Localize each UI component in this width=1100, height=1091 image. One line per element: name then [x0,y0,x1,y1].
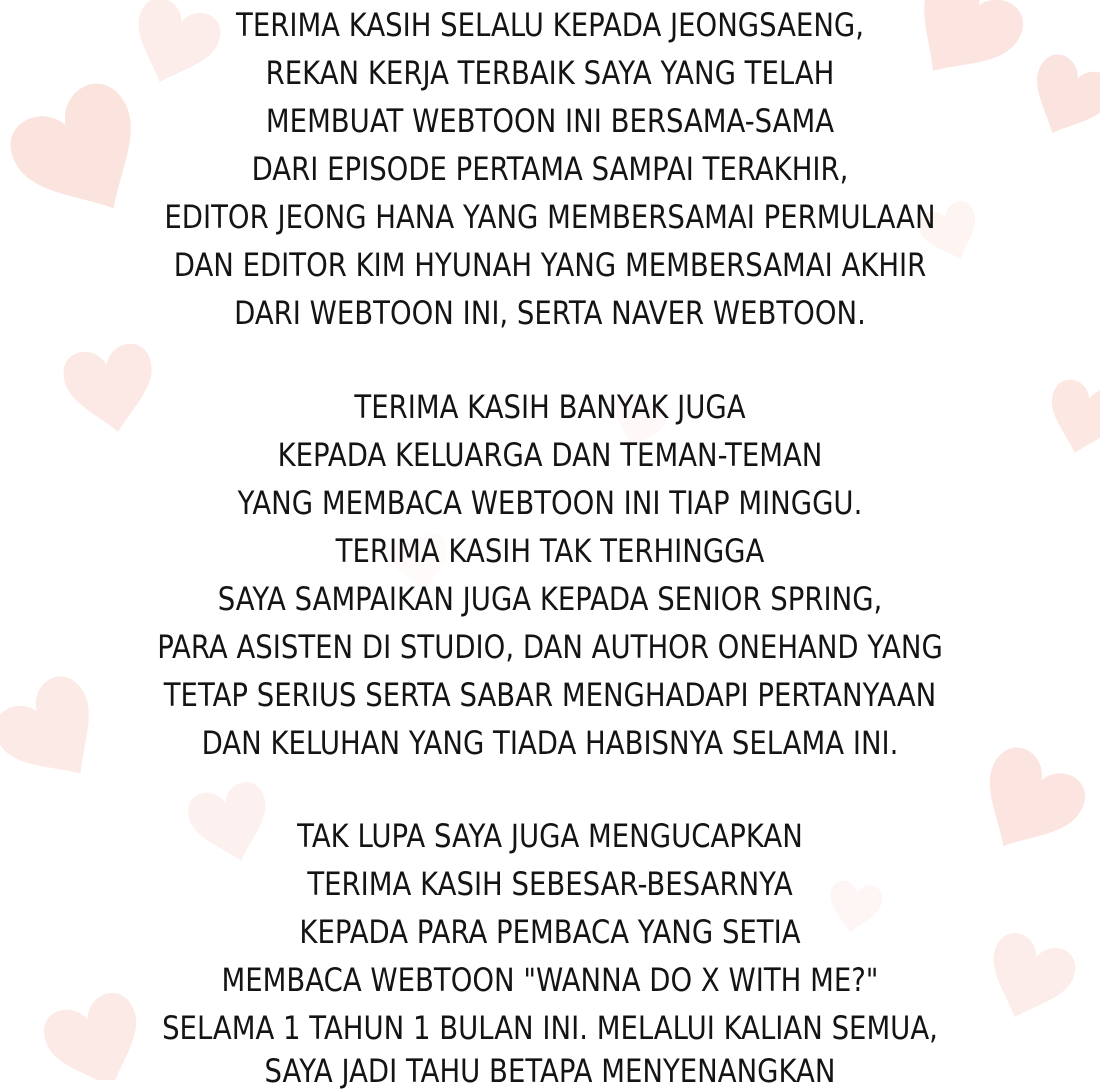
message-line: EDITOR JEONG HANA YANG MEMBERSAMAI PERMULAAN [164,198,936,236]
message-line: PARA ASISTEN DI STUDIO, DAN AUTHOR ONEHAND YANG [157,628,943,666]
message-line: TERIMA KASIH BANYAK JUGA [354,388,746,426]
message-line: SELAMA 1 TAHUN 1 BULAN INI. MELALUI KALIAN SEMUA, [162,1009,938,1047]
message-line: MEMBACA WEBTOON "WANNA DO X WITH ME?" [221,961,879,999]
message-line: DAN EDITOR KIM HYUNAH YANG MEMBERSAMAI AKHIR [173,246,927,284]
message-line: TERIMA KASIH SELALU KEPADA JEONGSAENG, [236,6,864,44]
message-line: TAK LUPA SAYA JUGA MENGUCAPKAN [297,817,803,855]
message-line: YANG MEMBACA WEBTOON INI TIAP MINGGU. [237,484,863,522]
message-line: MEMBUAT WEBTOON INI BERSAMA-SAMA [265,102,835,140]
message-line: DARI EPISODE PERTAMA SAMPAI TERAKHIR, [251,150,849,188]
message-line: TETAP SERIUS SERTA SABAR MENGHADAPI PERTANYAAN [163,676,937,714]
message-line: DAN KELUHAN YANG TIADA HABISNYA SELAMA INI. [201,724,899,762]
message-line: TERIMA KASIH SEBESAR-BESARNYA [307,865,793,903]
message-line: KEPADA PARA PEMBACA YANG SETIA [299,913,801,951]
message-line: SAYA JADI TAHU BETAPA MENYENANGKAN [264,1052,836,1090]
message-line: DARI WEBTOON INI, SERTA NAVER WEBTOON. [234,294,866,332]
message-line: TERIMA KASIH TAK TERHINGGA [335,532,765,570]
message-line: SAYA SAMPAIKAN JUGA KEPADA SENIOR SPRING, [217,580,883,618]
message-line: KEPADA KELUARGA DAN TEMAN-TEMAN [277,436,823,474]
message-line: REKAN KERJA TERBAIK SAYA YANG TELAH [265,54,835,92]
